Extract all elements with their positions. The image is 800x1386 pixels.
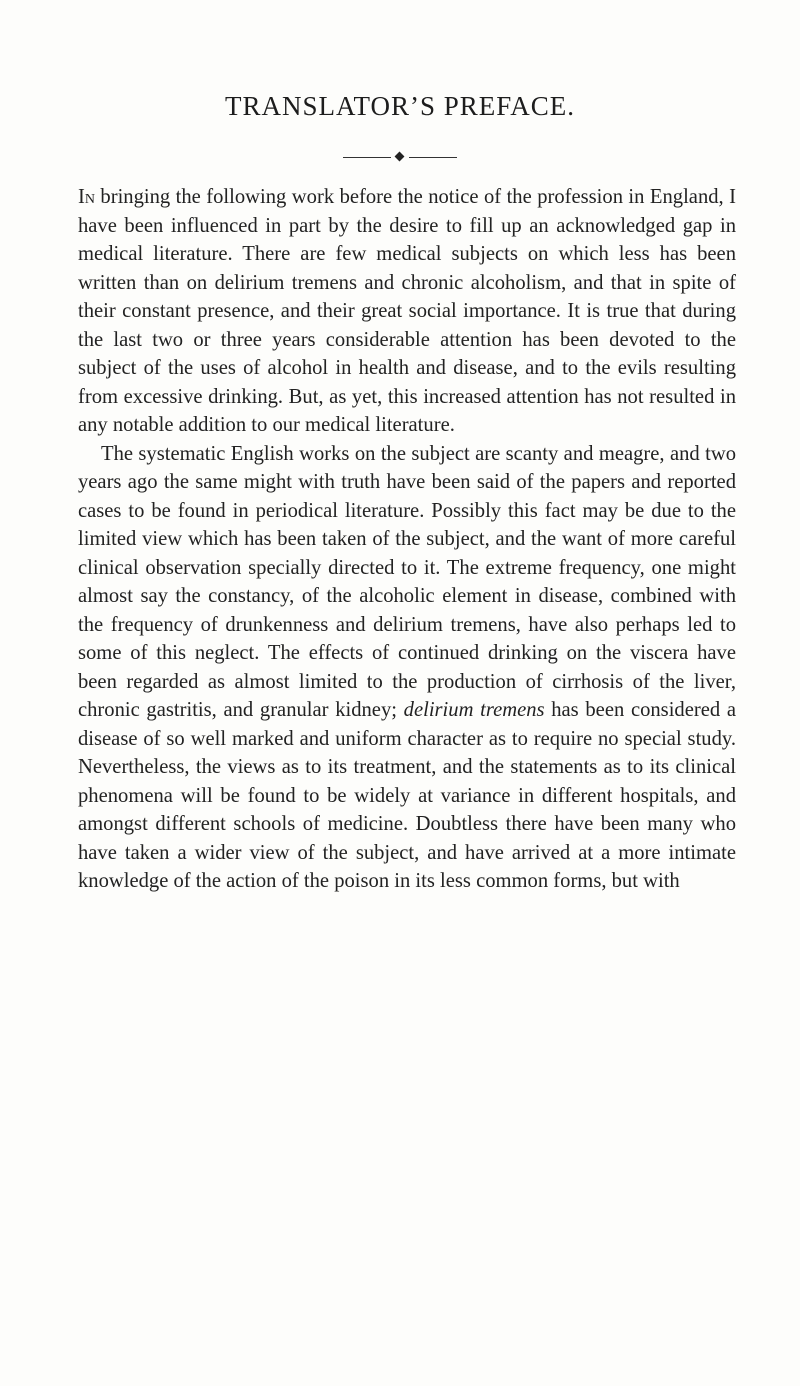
- paragraph-1-text: bringing the following work before the notice of the profession in England, I have been influenced in part by the desire to fill up an acknowledged gap in medical literature. There are few medical subjects on which less has been written than on delirium tremens and chronic alcoholism, and that in spite of their constant presence, and their great social importance. It is true that during the last two or three years considerable attention has been devoted to the subject of the uses of alcohol in health and disease, and to the evils resulting from excessive drinking. But, as yet, this increased attention has not resulted in any notable addition to our medical literature.: [78, 186, 736, 436]
- paragraph-2-text-b: has been considered a disease of so well marked and uniform character as to require no special study. Nevertheless, the views as to its treatment, and the statements as to its clinical phenomena will be found to be widely at variance in different hospitals, and amongst different schools of medicine. Doubtless there have been many who have taken a wider view of the subject, and have arrived at a more intimate knowledge of the action of the poison in its less common forms, but with: [78, 699, 736, 892]
- rule-right-line: [409, 157, 457, 158]
- title-rule-ornament: [343, 153, 457, 163]
- page-title: TRANSLATOR’S PREFACE.: [224, 91, 576, 121]
- paragraph-2-text-a: The systematic English works on the subject are scanty and meagre, and two years ago the same might with truth have been said of the papers and reported cases to be found in periodical literature. Possibly this fact may be due to the limited view which has been taken of the subject, and the want of more careful clinical observation specially directed to it. The extreme frequency, one might almost say the constancy, of the alcoholic element in disease, combined with the frequency of drunkenness and delirium tremens, have also perhaps led to some of this neglect. The effects of continued drinking on the viscera have been regarded as almost limited to the production of cirrhosis of the liver, chronic gastritis, and granular kidney;: [78, 442, 736, 721]
- paragraph-lead-word: In: [78, 186, 95, 208]
- paragraph-1: [78, 183, 736, 440]
- paragraph-2: [78, 440, 736, 896]
- diamond-icon: [395, 152, 405, 162]
- rule-left-line: [343, 157, 391, 158]
- italic-term: delirium tremens: [403, 699, 545, 721]
- preface-body: [78, 183, 736, 896]
